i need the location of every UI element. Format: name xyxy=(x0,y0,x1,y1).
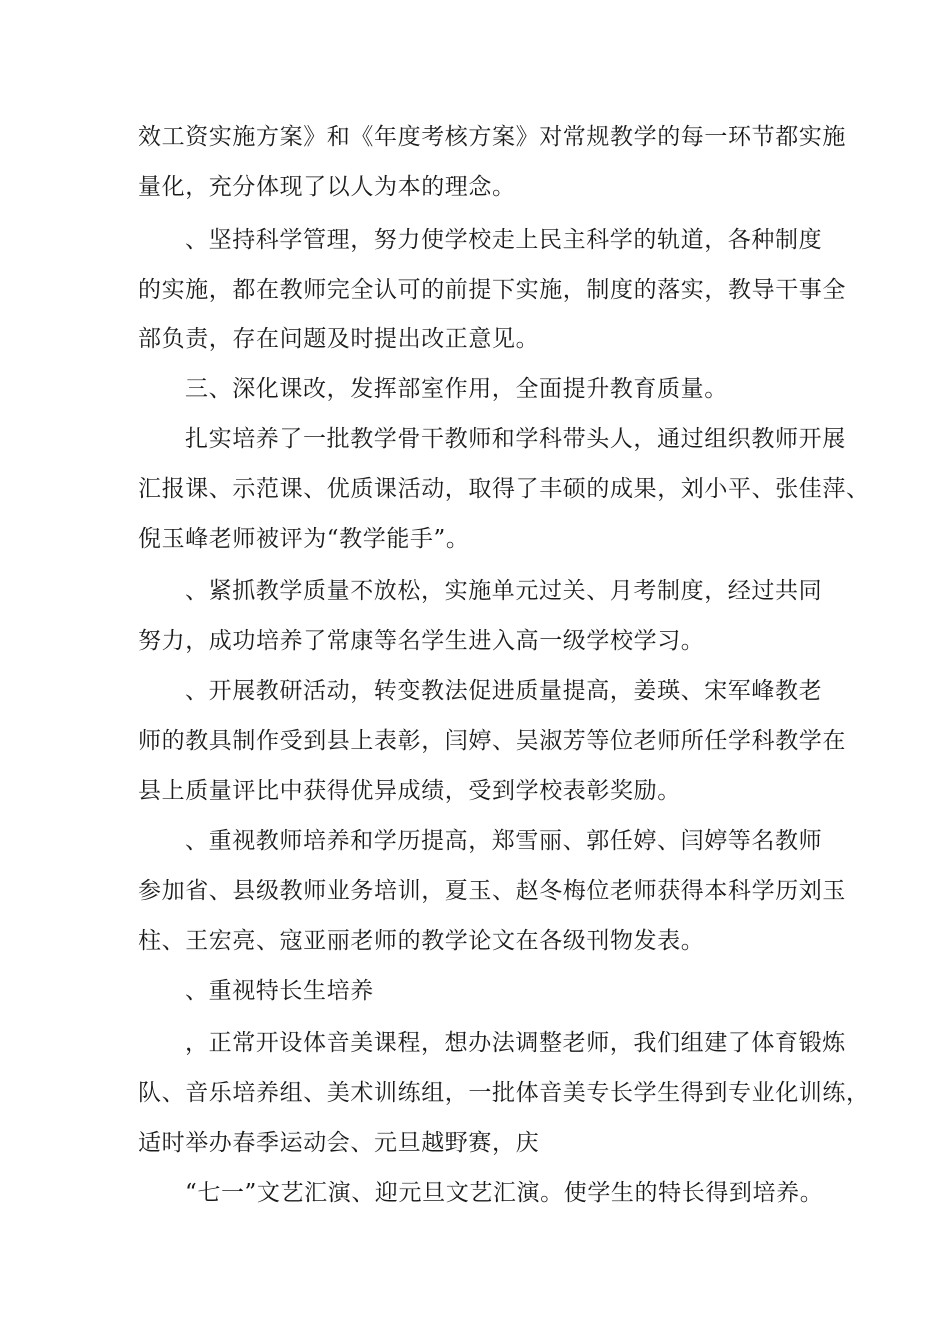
text-line: 县上质量评比中获得优异成绩，受到学校表彰奖励。 xyxy=(138,778,681,804)
text-line: 努力，成功培养了常康等名学生进入高一级学校学习。 xyxy=(138,628,705,654)
text-line: 、开展教研活动，转变教法促进质量提高，姜瑛、宋军峰教老 xyxy=(185,678,823,704)
text-line: ，正常开设体音美课程，想办法调整老师，我们组建了体育锻炼 xyxy=(185,1030,846,1056)
text-line: 适时举办春季运动会、元旦越野赛，庆 xyxy=(138,1130,540,1156)
text-line: 量化，充分体现了以人为本的理念。 xyxy=(138,174,516,200)
text-line: 、紧抓教学质量不放松，实施单元过关、月考制度，经过共同 xyxy=(185,578,823,604)
text-line: 汇报课、示范课、优质课活动，取得了丰硕的成果，刘小平、张佳萍、 xyxy=(138,476,870,502)
text-line: 、重视教师培养和学历提高，郑雪丽、郭任婷、闫婷等名教师 xyxy=(185,828,823,854)
text-line: 、坚持科学管理，努力使学校走上民主科学的轨道，各种制度 xyxy=(185,227,823,253)
section-heading: 三、深化课改，发挥部室作用，全面提升教育质量。 xyxy=(185,376,728,402)
text-line: 师的教具制作受到县上表彰，闫婷、吴淑芳等位老师所任学科教学在 xyxy=(138,728,846,754)
text-line: 效工资实施方案》和《年度考核方案》对常规教学的每一环节都实施 xyxy=(138,124,846,150)
text-line: 倪玉峰老师被评为“教学能手”。 xyxy=(138,526,470,552)
text-line: 柱、王宏亮、寇亚丽老师的教学论文在各级刊物发表。 xyxy=(138,928,705,954)
section-heading: 、重视特长生培养 xyxy=(185,978,374,1004)
text-line: 扎实培养了一批教学骨干教师和学科带头人，通过组织教师开展 xyxy=(185,426,846,452)
text-line: 队、音乐培养组、美术训练组，一批体音美专长学生得到专业化训练， xyxy=(138,1080,870,1106)
text-line: 部负责，存在问题及时提出改正意见。 xyxy=(138,326,540,352)
text-line: 参加省、县级教师业务培训，夏玉、赵冬梅位老师获得本科学历刘玉 xyxy=(138,878,846,904)
text-line: 的实施，都在教师完全认可的前提下实施，制度的落实，教导干事全 xyxy=(138,277,846,303)
text-line: “七一”文艺汇演、迎元旦文艺汇演。使学生的特长得到培养。 xyxy=(185,1180,824,1206)
